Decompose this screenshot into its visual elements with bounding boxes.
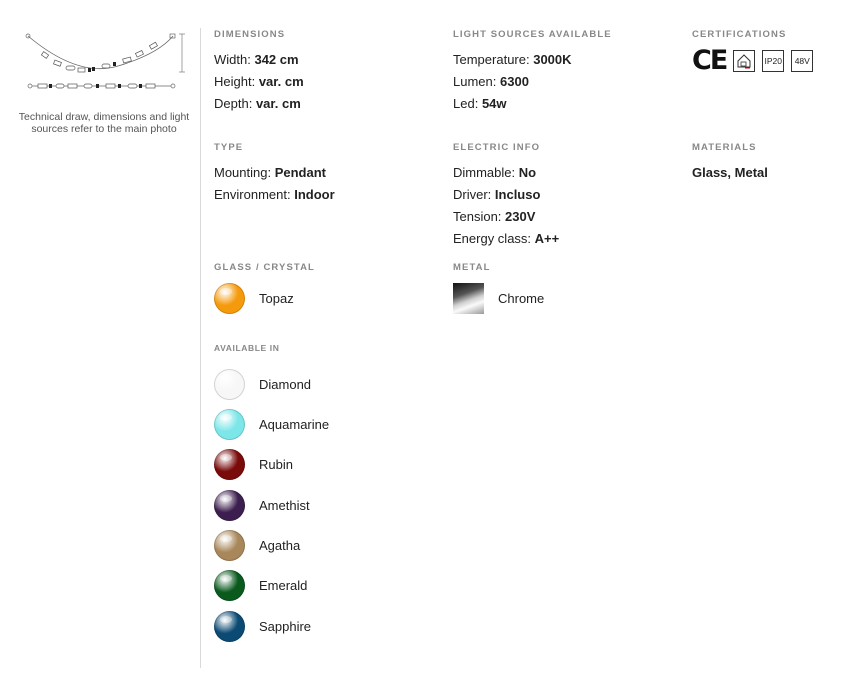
available-option-diamond[interactable]: Diamond [214,368,311,400]
dimension-width: Width: 342 cm [214,52,299,67]
available-option-sapphire[interactable]: Sapphire [214,610,311,642]
materials-value: Glass, Metal [692,165,768,180]
agatha-color-swatch [214,530,245,561]
technical-draw-caption: Technical draw, dimensions and light sources refer to the main photo [18,111,190,135]
vertical-divider [200,28,201,668]
type-mounting: Mounting: Pendant [214,165,327,180]
light-temperature: Temperature: 3000K [453,52,572,67]
electric-tension: Tension: 230V [453,209,536,224]
type-list [214,162,335,206]
electric-info-list [453,162,559,250]
electric-dimmable: Dimmable: No [453,165,537,180]
certifications-title: CERTIFICATIONS [692,29,787,40]
indoor-house-icon [733,50,755,72]
light-led: Led: 54w [453,96,507,111]
ce-mark-icon: CE [692,45,727,76]
ip20-badge: IP20 [762,50,784,72]
dimensions-title: DIMENSIONS [214,29,286,40]
electric-info-title: ELECTRIC INFO [453,142,541,153]
dimension-depth: Depth: var. cm [214,96,301,111]
metal-option-chrome[interactable]: Chrome [453,282,544,314]
light-lumen: Lumen: 6300 [453,74,529,89]
metal-title: METAL [453,262,491,273]
available-option-emerald[interactable]: Emerald [214,569,307,601]
dimensions-list [214,49,304,115]
glass-crystal-title: GLASS / CRYSTAL [214,262,315,273]
48v-badge: 48V [791,50,813,72]
technical-draw-image [18,28,190,98]
type-title: TYPE [214,142,244,153]
chrome-finish-swatch [453,283,484,314]
diamond-color-swatch [214,369,245,400]
sapphire-color-swatch [214,611,245,642]
available-option-aquamarine[interactable]: Aquamarine [214,408,329,440]
available-option-rubin[interactable]: Rubin [214,448,293,480]
glass-option-topaz[interactable]: Topaz [214,282,294,314]
aquamarine-color-swatch [214,409,245,440]
rubin-color-swatch [214,449,245,480]
technical-draw-panel [18,28,190,135]
emerald-color-swatch [214,570,245,601]
topaz-color-swatch [214,283,245,314]
light-sources-title: LIGHT SOURCES AVAILABLE [453,29,612,40]
electric-energy-class: Energy class: A++ [453,231,560,246]
materials-title: MATERIALS [692,142,757,153]
amethist-color-swatch [214,490,245,521]
dimension-height: Height: var. cm [214,74,304,89]
electric-driver: Driver: Incluso [453,187,541,202]
available-option-amethist[interactable]: Amethist [214,489,310,521]
available-in-title: AVAILABLE IN [214,343,280,353]
type-environment: Environment: Indoor [214,187,335,202]
certifications-row [692,47,813,74]
available-option-agatha[interactable]: Agatha [214,529,300,561]
light-sources-list [453,49,572,115]
